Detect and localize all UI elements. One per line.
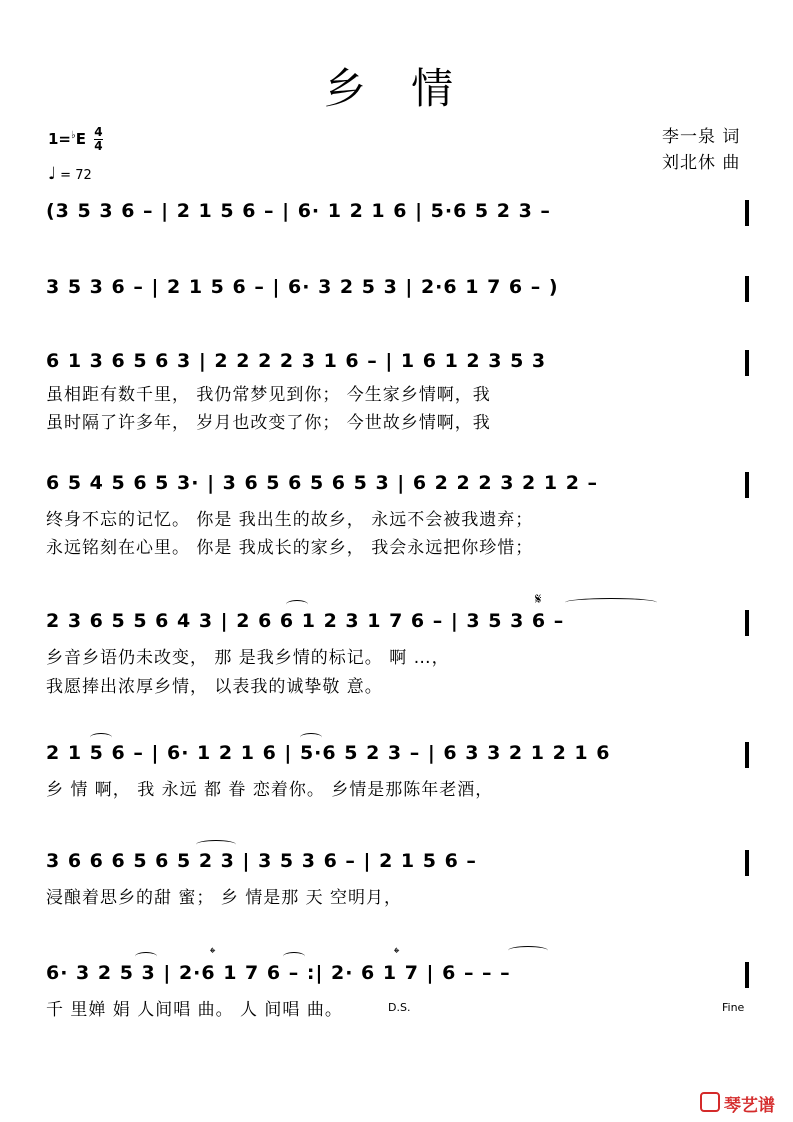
notes-line-7: 3 6 6 6 5 6 5 2 3 | 3 5 3 6 – | 2 1 5 6 –: [46, 850, 477, 872]
lyric-line-3a: 虽相距有数千里， 我仍常梦见到你； 今生家乡情啊，我: [46, 385, 491, 405]
barline: [745, 472, 749, 498]
slur: [283, 952, 305, 961]
slur: [286, 600, 308, 609]
slur: [565, 598, 657, 607]
lyric-line-4a: 终身不忘的记忆。 你是 我出生的故乡， 永远不会被我遗弃；: [46, 510, 534, 530]
coda-icon: 𝄌: [394, 944, 400, 962]
barline: [745, 350, 749, 376]
slur: [196, 840, 236, 849]
tempo-mark: [48, 164, 92, 184]
notes-line-2: 3 5 3 6 – | 2 1 5 6 – | 6· 3 2 5 3 | 2·6 1 7 6 – ): [46, 276, 559, 298]
ds-mark: D.S.: [388, 1001, 411, 1014]
time-bottom: 4: [94, 139, 103, 153]
lyric-line-4b: 永远铭刻在心里。 你是 我成长的家乡， 我会永远把你珍惜；: [46, 538, 534, 558]
notes-line-4: 6 5 4 5 6 5 3· | 3 6 5 6 5 6 5 3 | 6 2 2 2 3 2 1 2 –: [46, 472, 599, 494]
watermark-logo: [700, 1090, 790, 1116]
lyric-line-7: 浸酿着思乡的甜 蜜； 乡 情是那 天 空明月，: [46, 888, 403, 908]
slur: [300, 733, 322, 742]
notes-line-1: (3 5 3 6 – | 2 1 5 6 – | 6· 1 2 1 6 | 5·6 5 2 3 –: [46, 200, 551, 222]
barline: [745, 200, 749, 226]
lyricist: 李一泉 词: [662, 127, 741, 147]
composer: 刘北休 曲: [662, 153, 741, 173]
slur: [508, 946, 548, 955]
logo-icon: [700, 1092, 720, 1112]
lyric-line-5b: 我愿捧出浓厚乡情， 以表我的诚挚敬 意。: [46, 677, 383, 697]
flat-sign: ♭: [71, 130, 76, 141]
tempo-value: = 72: [60, 168, 92, 183]
lyric-line-8: 千 里婵 娟 人间唱 曲。 人 间唱 曲。: [46, 1000, 343, 1020]
time-signature: [94, 126, 102, 153]
quarter-note-icon: ♩: [48, 164, 57, 184]
notes-line-6: 2 1 5 6 – | 6· 1 2 1 6 | 5·6 5 2 3 – | 6 3 3 2 1 2 1 6: [46, 742, 611, 764]
slur: [90, 733, 112, 742]
slur: [135, 952, 157, 961]
key-prefix: 1=: [48, 130, 72, 148]
key-note: E: [75, 130, 86, 148]
notes-line-3: 6 1 3 6 5 6 3 | 2 2 2 2 3 1 6 – | 1 6 1 2 3 5 3: [46, 350, 547, 372]
notes-line-5: 2 3 6 5 5 6 4 3 | 2 6 6 1 2 3 1 7 6 – | 3 5 3 6 –: [46, 610, 565, 632]
barline: [745, 610, 749, 636]
barline: [745, 276, 749, 302]
segno-icon: 𝄋: [535, 590, 542, 608]
page-title: 乡 情: [323, 64, 470, 113]
fine-mark: Fine: [722, 1001, 745, 1014]
final-barline: [745, 962, 749, 988]
lyric-line-5a: 乡音乡语仍未改变， 那 是我乡情的标记。 啊 …，: [46, 648, 450, 668]
lyric-line-3b: 虽时隔了许多年， 岁月也改变了你； 今世故乡情啊，我: [46, 413, 491, 433]
barline: [745, 742, 749, 768]
time-top: 4: [94, 125, 103, 139]
lyric-line-6: 乡 情 啊， 我 永远 都 眷 恋着你。 乡情是那陈年老酒，: [46, 780, 494, 800]
notes-line-8: 6· 3 2 5 3 | 2·6 1 7 6 – :| 2· 6 1 7 | 6 – – –: [46, 962, 511, 984]
key-signature: [48, 126, 103, 153]
barline: [745, 850, 749, 876]
coda-icon: 𝄌: [210, 944, 216, 962]
watermark-text: 琴艺谱: [724, 1096, 775, 1116]
